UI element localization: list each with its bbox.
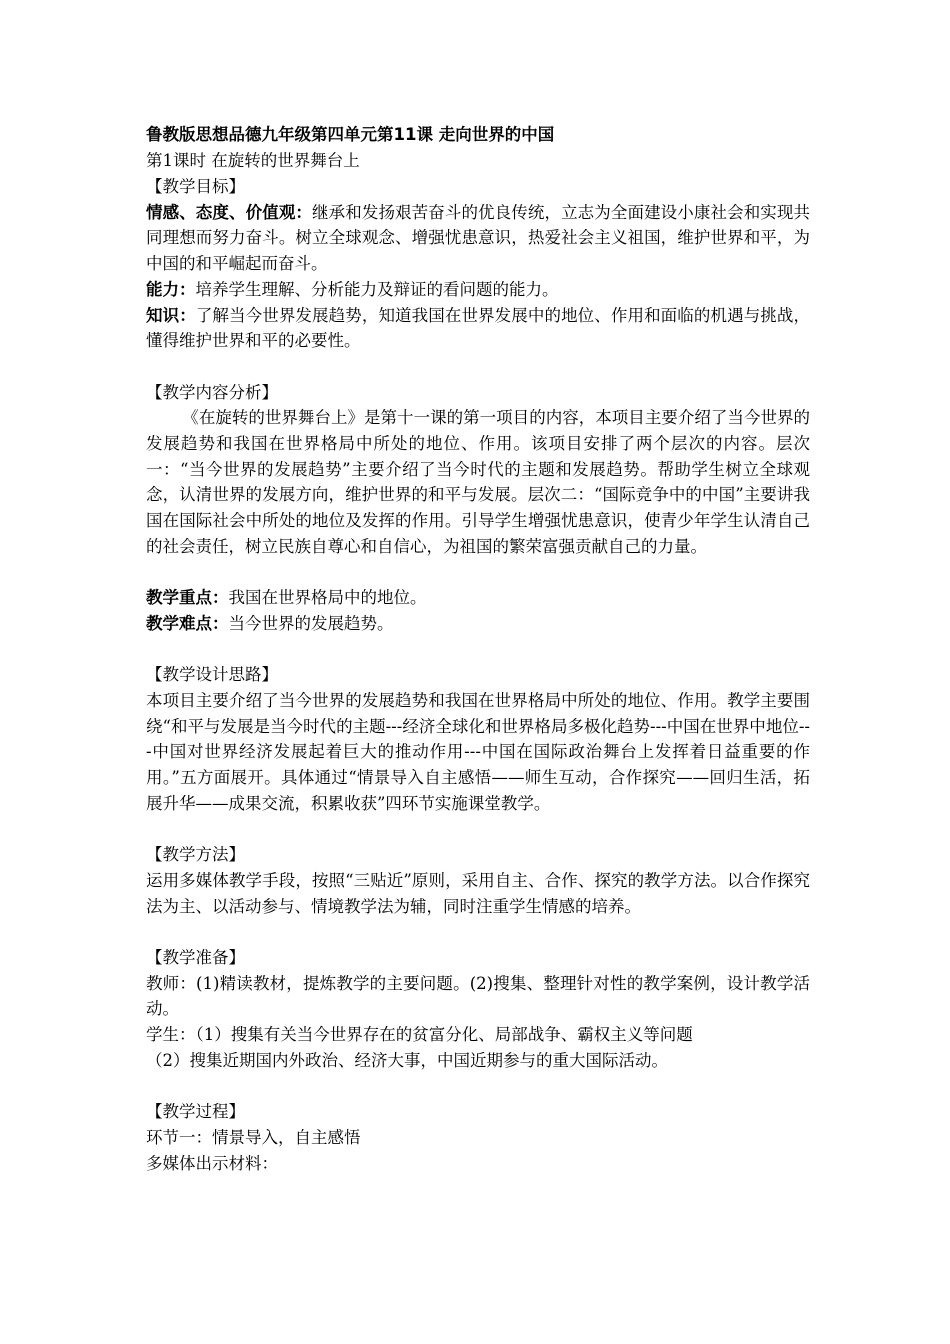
goal-emotion-label: 情感、态度、价值观： [146, 202, 313, 222]
process-heading: 【教学过程】 [146, 1102, 245, 1122]
goal-emotion-text: 继承和发扬艰苦奋斗的优良传统，立志为全面建设小康社会和实现共同理想而努力奋斗。树立全球观念、增强忧患意识，热爱社会主义祖国，维护世界和平，为中国的和平崛起而奋斗。 [146, 202, 811, 274]
goal-ability [146, 277, 810, 303]
spacer [146, 919, 810, 945]
spacer [146, 817, 810, 843]
method-heading: 【教学方法】 [146, 845, 245, 865]
difficult-point-label: 教学难点： [146, 613, 229, 633]
spacer [146, 560, 810, 586]
process-step-1: 环节一：情景导入，自主感悟 [146, 1127, 361, 1147]
content-analysis-text: 《在旋转的世界舞台上》是第十一课的第一项目的内容，本项目主要介绍了当今世界的发展趋势和我国在世界格局中所处的地位、作用。该项目安排了两个层次的内容。层次一：“当今世界的发展趋势”主要介绍了当今时代的主题和发展趋势。帮助学生树立全球观念，认清世界的发展方向，维护世界的和平与发展。层次二：“国际竞争中的中国”主要讲我国在国际社会中所处的地位及发挥的作用。引导学生增强忧患意识，使青少年学生认清自己的社会责任，树立民族自尊心和自信心，为祖国的繁荣富强贡献自己的力量。 [146, 408, 810, 556]
difficult-point [146, 611, 810, 637]
key-point [146, 585, 810, 611]
preparation-teacher: 教师：(1)精读教材，提炼教学的主要问题。(2)搜集、整理针对性的教学案例，设计教学活动。 [146, 973, 810, 1019]
document-page [146, 122, 810, 1176]
key-point-label: 教学重点： [146, 588, 229, 608]
process-material: 多媒体出示材料： [146, 1153, 278, 1173]
preparation-student-1: 学生：（1）搜集有关当今世界存在的贫富分化、局部战争、霸权主义等问题 [146, 1025, 693, 1045]
goal-emotion [146, 200, 810, 277]
design-text: 本项目主要介绍了当今世界的发展趋势和我国在世界格局中所处的地位、作用。教学主要围绕“和平与发展是当今时代的主题---经济全球化和世界格局多极化趋势---中国在世界中地位---中国对世界经济发展起着巨大的推动作用---中国在国际政治舞台上发挥着日益重要的作用。”五方面展开。具体通过“情景导入自主感悟——师生互动，合作探究——回归生活，拓展升华——成果交流，积累收获”四环节实施课堂教学。 [146, 691, 810, 813]
spacer [146, 354, 810, 380]
goal-ability-text: 培养学生理解、分析能力及辩证的看问题的能力。 [195, 279, 559, 299]
spacer [146, 1074, 810, 1100]
goal-knowledge-label: 知识： [146, 305, 196, 325]
goal-knowledge [146, 303, 810, 354]
lesson-subtitle: 第1课时 在旋转的世界舞台上 [146, 151, 360, 170]
method-text: 运用多媒体教学手段，按照“三贴近”原则，采用自主、合作、探究的教学方法。以合作探究法为主、以活动参与、情境教学法为辅，同时注重学生情感的培养。 [146, 870, 810, 916]
key-point-text: 我国在世界格局中的地位。 [228, 588, 427, 608]
goal-knowledge-text: 了解当今世界发展趋势，知道我国在世界发展中的地位、作用和面临的机遇与挑战，懂得维护世界和平的必要性。 [146, 305, 811, 351]
goal-ability-label: 能力： [146, 279, 196, 299]
preparation-student-2: （2）搜集近期国内外政治、经济大事，中国近期参与的重大国际活动。 [146, 1050, 668, 1070]
content-analysis-heading: 【教学内容分析】 [146, 382, 278, 402]
goals-heading: 【教学目标】 [146, 177, 245, 196]
preparation-heading: 【教学准备】 [146, 948, 245, 968]
difficult-point-text: 当今世界的发展趋势。 [228, 613, 394, 633]
design-heading: 【教学设计思路】 [146, 665, 278, 685]
spacer [146, 637, 810, 663]
document-title: 鲁教版思想品德九年级第四单元第11课 走向世界的中国 [146, 125, 555, 144]
